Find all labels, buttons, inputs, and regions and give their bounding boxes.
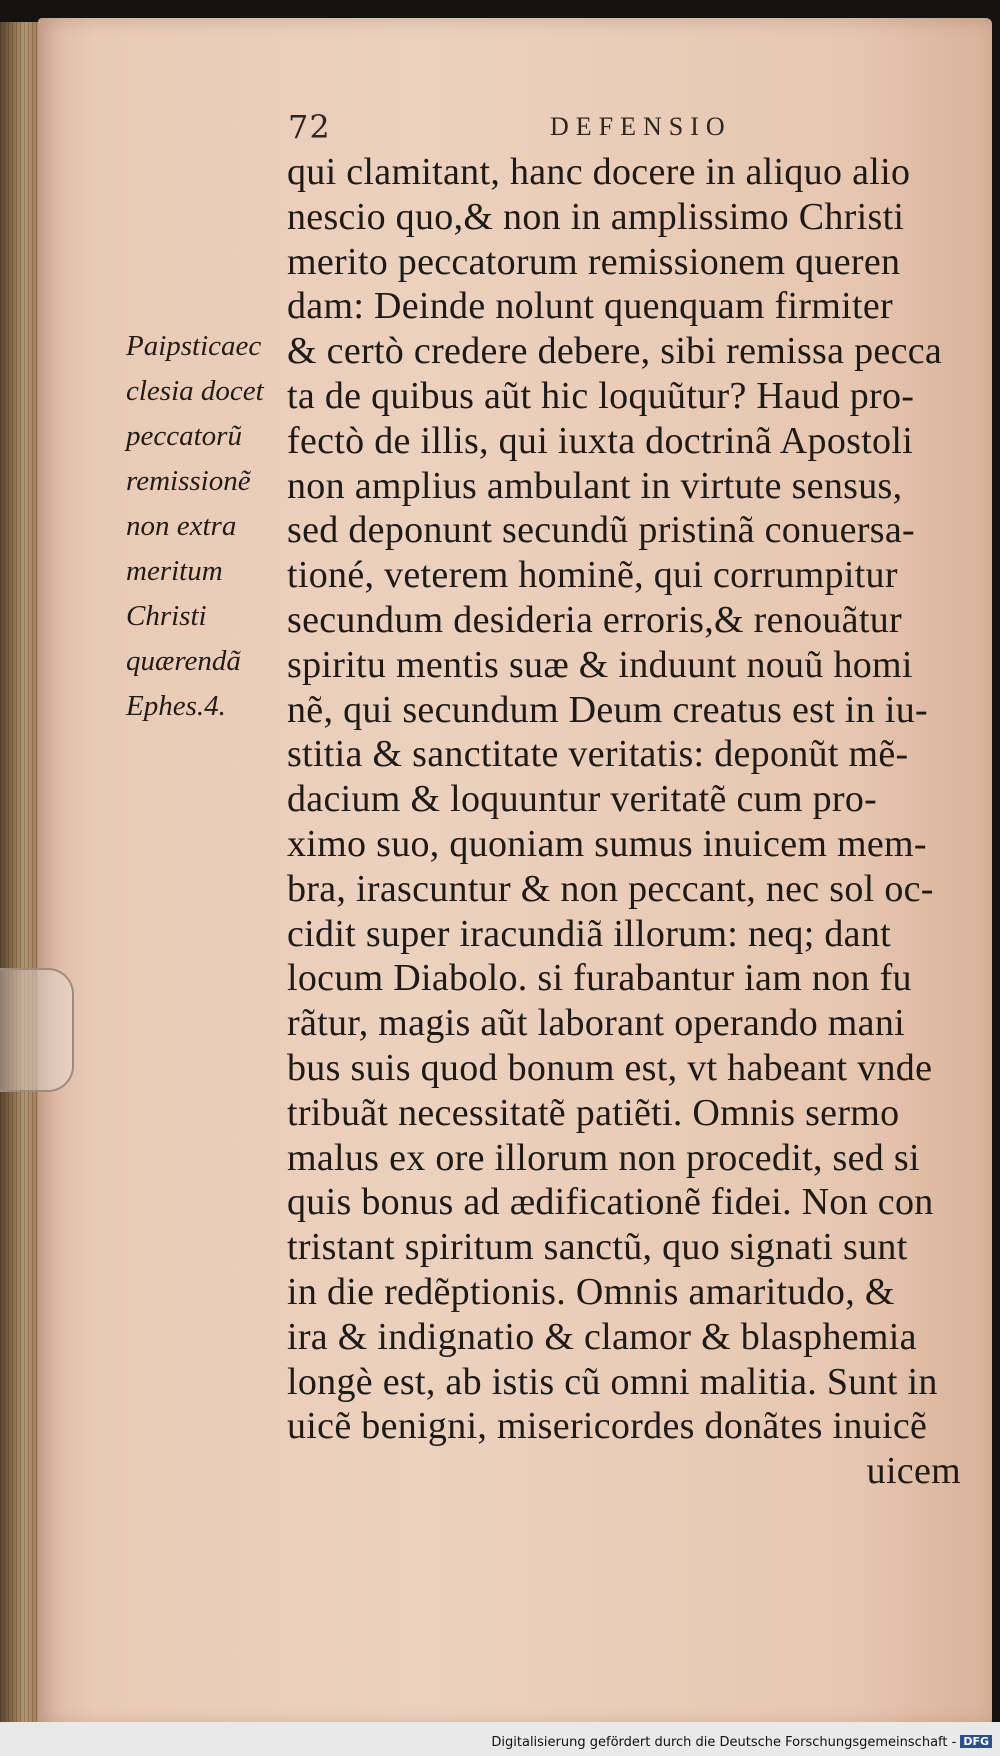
text-line: ira & indignatio & clamor & blasphemia (287, 1315, 917, 1358)
marginal-note-line: clesia docet (126, 375, 264, 407)
running-head (288, 108, 788, 148)
text-line: stitia & sanctitate veritatis: deponũt mẽ- (287, 733, 909, 776)
text-line: nẽ, qui secundum Deum creatus est in iu- (287, 688, 928, 731)
text-line: tribuãt necessitatẽ patiẽti. Omnis sermo (287, 1091, 900, 1134)
text-line: non amplius ambulant in virtute sensus, (287, 464, 903, 507)
text-line: in die redẽptionis. Omnis amaritudo, & (287, 1270, 895, 1313)
text-line: bus suis quod bonum est, vt habeant vnde (287, 1046, 933, 1089)
text-line: qui clamitant, hanc docere in aliquo alio (287, 151, 911, 193)
page-clip (0, 968, 74, 1092)
funding-credit: Digitalisierung gefördert durch die Deutsche Forschungsgemeinschaft - DFG (491, 1735, 992, 1750)
text-line: fectò de illis, qui iuxta doctrinã Apostoli (287, 419, 914, 462)
page-number: 72 (288, 108, 331, 146)
marginal-note-line: remissionẽ (126, 465, 251, 497)
text-line: locum Diabolo. si furabantur iam non fu (287, 957, 912, 1000)
text-line: sed deponunt secundũ pristinã conuersa- (287, 509, 915, 552)
funding-credit-text: Digitalisierung gefördert durch die Deutsche Forschungsgemeinschaft (491, 1735, 948, 1750)
text-line: ximo suo, quoniam sumus inuicem mem- (287, 822, 927, 865)
viewer-footer (0, 1722, 1000, 1756)
marginal-note-line: non extra (126, 510, 237, 542)
text-line: & certò credere debere, sibi remissa pecca (287, 330, 943, 373)
catchword: uicem (866, 1450, 961, 1493)
text-line: cidit super iracundiã illorum: neq; dant (287, 912, 892, 955)
text-line: merito peccatorum remissionem queren (287, 240, 901, 283)
text-line: tioné, veterem hominẽ, qui corrumpitur (287, 554, 898, 597)
body-text (287, 150, 977, 1494)
text-line: bra, irascuntur & non peccant, nec sol oc- (287, 867, 934, 910)
text-line: ta de quibus aũt hic loquũtur? Haud pro- (287, 374, 915, 417)
text-line: dacium & loquuntur veritatẽ cum pro- (287, 778, 878, 821)
text-line: malus ex ore illorum non procedit, sed si (287, 1136, 920, 1179)
marginal-note-line: Christi (126, 600, 207, 632)
text-line: nescio quo,& non in amplissimo Christi (287, 195, 905, 238)
text-line: spiritu mentis suæ & induunt nouũ homi (287, 643, 913, 686)
text-line: tristant spiritum sanctũ, quo signati sunt (287, 1226, 908, 1269)
text-line: secundum desideria erroris,& renouãtur (287, 598, 902, 641)
dfg-logo: DFG (960, 1735, 992, 1748)
marginal-note-line: Paipsticaec (126, 330, 262, 362)
text-line: uicẽ benigni, misericordes donãtes inuicẽ (287, 1405, 928, 1448)
marginal-note-line: Ephes.4. (126, 690, 226, 722)
text-line: dam: Deinde nolunt quenquam firmiter (287, 285, 893, 328)
running-title: DEFENSIO (550, 112, 732, 141)
text-line: longè est, ab istis cũ omni malitia. Sunt in (287, 1360, 938, 1403)
text-line: rãtur, magis aũt laborant operando mani (287, 1002, 905, 1045)
marginal-note-line: peccatorũ (126, 420, 242, 452)
text-line: quis bonus ad ædificationẽ fidei. Non con (287, 1181, 934, 1224)
marginal-note-line: quærendã (126, 645, 241, 677)
marginal-note (126, 324, 286, 729)
marginal-note-line: meritum (126, 555, 223, 587)
